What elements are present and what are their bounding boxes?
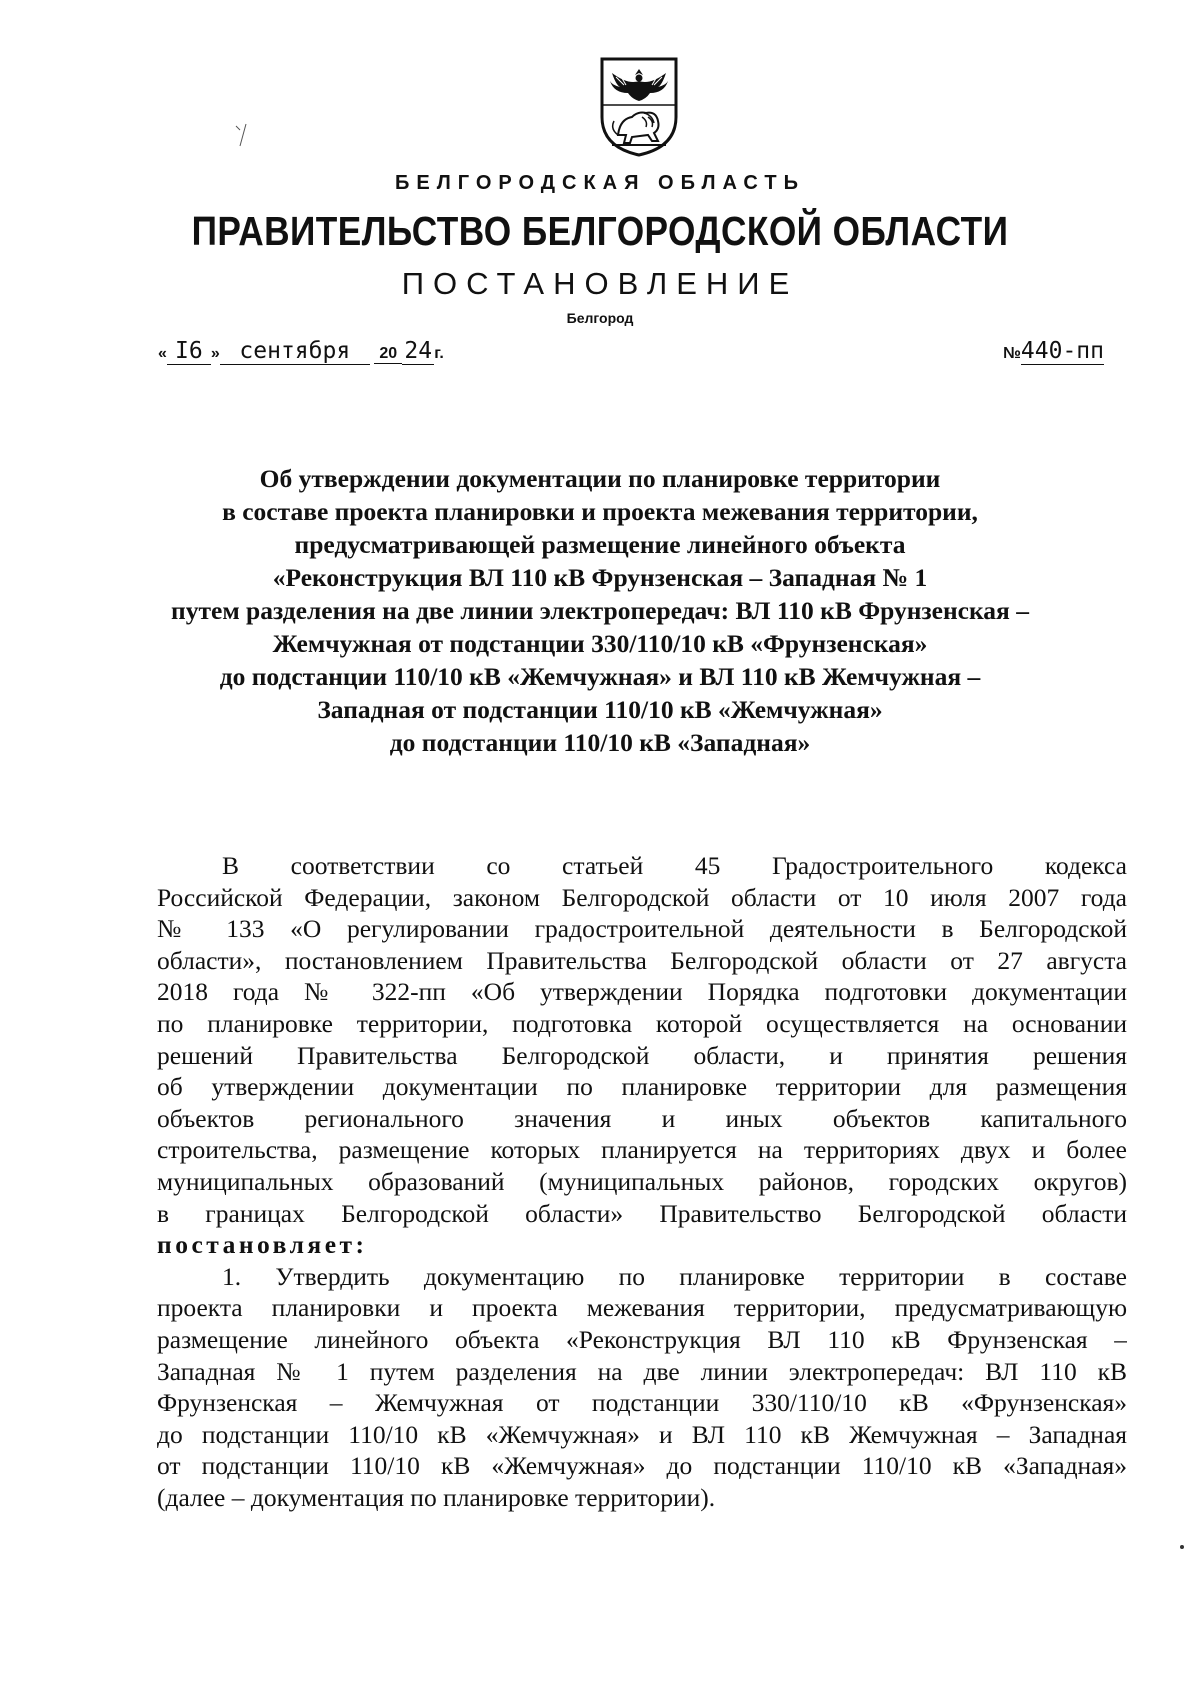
item1-line: от подстанции 110/10 кВ «Жемчужная» до подстанции 110/10 кВ «Западная» bbox=[157, 1451, 1127, 1481]
number-value: 440-пп bbox=[1020, 338, 1104, 364]
preamble-line: решений Правительства Белгородской области, и принятия решения bbox=[157, 1040, 1127, 1070]
title-line: Об утверждении документации по планировке территории bbox=[259, 464, 941, 493]
date-day: I6 bbox=[167, 338, 211, 365]
title-line: Жемчужная от подстанции 330/110/10 кВ «Фрунзенская» bbox=[272, 629, 928, 658]
date-open-quote: « bbox=[158, 345, 167, 362]
preamble-line: № 133 «О регулировании градостроительной деятельности в Белгородской bbox=[157, 914, 1127, 944]
number-prefix: № bbox=[1003, 345, 1021, 362]
government-heading: ПРАВИТЕЛЬСТВО БЕЛГОРОДСКОЙ ОБЛАСТИ bbox=[191, 208, 1009, 254]
title-line: до подстанции 110/10 кВ «Жемчужная» и ВЛ 110 кВ Жемчужная – bbox=[219, 662, 981, 691]
preamble-line: Российской Федерации, законом Белгородской области от 10 июля 2007 года bbox=[157, 882, 1127, 912]
item1-line: 1. Утвердить документацию по планировке территории в составе bbox=[222, 1261, 1127, 1291]
preamble-line: строительства, размещение которых планируется на территориях двух и более bbox=[157, 1135, 1127, 1165]
title-line: путем разделения на две линии электропередач: ВЛ 110 кВ Фрунзенская – bbox=[171, 596, 1029, 625]
item1-line: Фрунзенская – Жемчужная от подстанции 330/110/10 кВ «Фрунзенская» bbox=[157, 1388, 1127, 1418]
coat-of-arms-icon bbox=[598, 55, 680, 157]
title-line: «Реконструкция ВЛ 110 кВ Фрунзенская – Западная № 1 bbox=[272, 563, 928, 592]
region-heading: БЕЛГОРОДСКАЯ ОБЛАСТЬ bbox=[395, 172, 805, 194]
decree-type-heading: ПОСТАНОВЛЕНИЕ bbox=[401, 266, 799, 301]
date-month: сентября bbox=[220, 338, 370, 365]
date-year-mark: г. bbox=[434, 345, 444, 362]
preamble-line: области», постановлением Правительства Белгородской области от 27 августа bbox=[157, 945, 1127, 975]
title-line: предусматривающей размещение линейного объекта bbox=[294, 530, 906, 559]
item1-line: до подстанции 110/10 кВ «Жемчужная» и ВЛ 110 кВ Жемчужная – Западная bbox=[157, 1419, 1127, 1449]
scan-speck bbox=[1180, 1545, 1184, 1549]
preamble-line: 2018 года № 322-пп «Об утверждении Порядка подготовки документации bbox=[157, 977, 1127, 1007]
decree-date bbox=[158, 338, 444, 365]
title-line: до подстанции 110/10 кВ «Западная» bbox=[389, 728, 811, 757]
preamble-line: по планировке территории, подготовка которой осуществляется на основании bbox=[157, 1008, 1127, 1038]
item1-line: размещение линейного объекта «Реконструкция ВЛ 110 кВ Фрунзенская – bbox=[157, 1324, 1127, 1354]
title-line: Западная от подстанции 110/10 кВ «Жемчужная» bbox=[317, 695, 883, 724]
item1-line: Западная № 1 путем разделения на две линии электропередач: ВЛ 110 кВ bbox=[157, 1356, 1127, 1386]
preamble-line: муниципальных образований (муниципальных районов, городских округов) bbox=[157, 1166, 1127, 1196]
date-year-suffix: 24 bbox=[402, 338, 434, 365]
decree-number bbox=[1003, 338, 1104, 365]
city-label: Белгород bbox=[566, 310, 634, 326]
date-close-quote: » bbox=[210, 345, 220, 362]
decree-body bbox=[157, 850, 1127, 1513]
resolves-word: постановляет: bbox=[157, 1230, 368, 1260]
preamble-line: В соответствии со статьей 45 Градостроительного кодекса bbox=[222, 851, 1127, 880]
title-line: в составе проекта планировки и проекта межевания территории, bbox=[222, 497, 978, 526]
preamble-line: в границах Белгородской области» Правительство Белгородской области bbox=[157, 1198, 1127, 1228]
preamble-line: об утверждении документации по планировке территории для размещения bbox=[157, 1072, 1127, 1102]
date-year-prefix: 20 bbox=[374, 345, 402, 364]
decree-title bbox=[140, 462, 1060, 759]
item1-line: проекта планировки и проекта межевания территории, предусматривающую bbox=[157, 1293, 1127, 1323]
preamble-line: объектов регионального значения и иных объектов капитального bbox=[157, 1103, 1127, 1133]
item1-line: (далее – документация по планировке территории). bbox=[157, 1482, 716, 1512]
scan-mark bbox=[232, 120, 262, 150]
